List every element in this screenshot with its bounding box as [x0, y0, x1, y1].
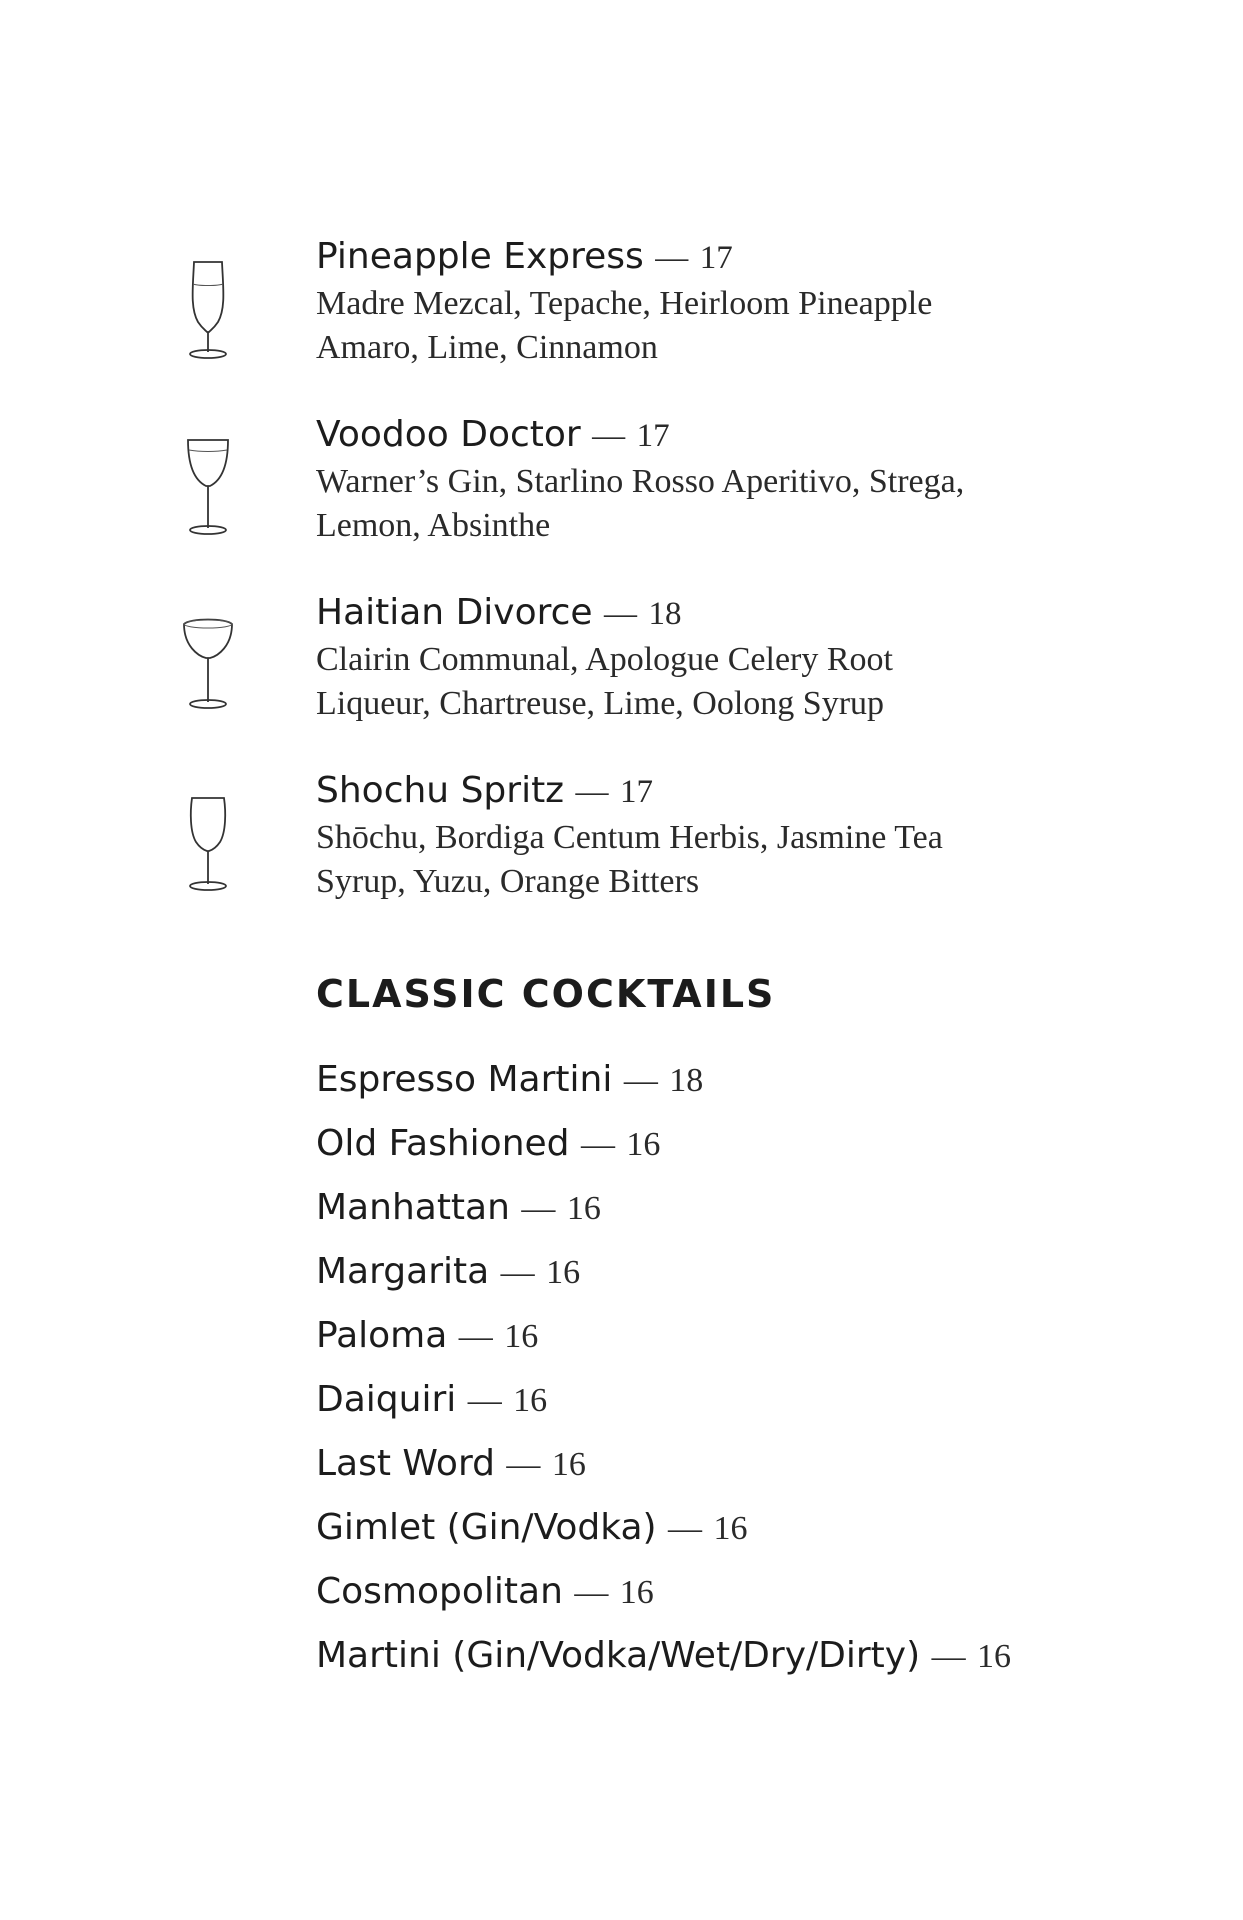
price-dash: — [931, 1638, 966, 1675]
cocktail-name: Manhattan [316, 1187, 510, 1228]
cocktail-price: 16 [619, 1574, 654, 1611]
cocktail-name: Haitian Divorce [316, 592, 593, 633]
classic-item [316, 1496, 1011, 1560]
classic-item [316, 1112, 1011, 1176]
cocktail-price: 16 [546, 1254, 581, 1291]
price-dash: — [574, 1574, 609, 1611]
cocktail-name: Cosmopolitan [316, 1571, 563, 1612]
signature-item [316, 591, 1076, 726]
cocktail-price: 18 [648, 596, 682, 632]
price-dash: — [467, 1382, 502, 1419]
coupe-glass-icon [176, 612, 240, 722]
cocktail-name: Gimlet (Gin/Vodka) [316, 1507, 657, 1548]
cocktail-name: Voodoo Doctor [316, 414, 581, 455]
tulip-glass-icon [176, 256, 240, 366]
cocktail-price: 17 [699, 240, 733, 276]
price-dash: — [506, 1446, 541, 1483]
signature-item [316, 235, 1076, 370]
nick-and-nora-glass-icon [176, 434, 240, 544]
cocktail-price: 16 [504, 1318, 539, 1355]
classic-item [316, 1304, 1011, 1368]
price-dash: — [668, 1510, 703, 1547]
classic-item [316, 1624, 1011, 1688]
cocktail-price: 16 [977, 1638, 1012, 1675]
cocktail-description: Shōchu, Bordiga Centum Herbis, Jasmine Tea Syrup, Yuzu, Orange Bitters [316, 819, 943, 900]
signature-item [316, 769, 1076, 904]
wine-glass-icon [176, 790, 240, 900]
cocktail-price: 17 [636, 418, 670, 454]
cocktail-name: Paloma [316, 1315, 448, 1356]
classic-item [316, 1240, 1011, 1304]
cocktail-name: Pineapple Express [316, 236, 644, 277]
cocktail-name: Daiquiri [316, 1379, 457, 1420]
price-dash: — [575, 774, 609, 810]
price-dash: — [623, 1062, 658, 1099]
classic-item [316, 1176, 1011, 1240]
cocktail-description: Warner’s Gin, Starlino Rosso Aperitivo, Strega, Lemon, Absinthe [316, 463, 965, 544]
cocktail-name: Shochu Spritz [316, 770, 565, 811]
cocktail-price: 16 [551, 1446, 586, 1483]
classic-item [316, 1368, 1011, 1432]
price-dash: — [458, 1318, 493, 1355]
price-dash: — [655, 240, 689, 276]
cocktail-name: Margarita [316, 1251, 490, 1292]
cocktail-description: Madre Mezcal, Tepache, Heirloom Pineapple Amaro, Lime, Cinnamon [316, 285, 933, 366]
signature-item [316, 413, 1076, 548]
cocktail-price: 16 [513, 1382, 548, 1419]
signature-item-title [316, 769, 1076, 814]
cocktail-description: Clairin Communal, Apologue Celery Root Liqueur, Chartreuse, Lime, Oolong Syrup [316, 641, 894, 722]
price-dash: — [604, 596, 638, 632]
cocktail-price: 17 [620, 774, 653, 810]
classic-item [316, 1560, 1011, 1624]
cocktail-name: Espresso Martini [316, 1059, 613, 1100]
cocktail-price: 18 [669, 1062, 704, 1099]
signature-item-title [316, 235, 1076, 280]
classic-item [316, 1048, 1011, 1112]
signature-item-title [316, 591, 1076, 636]
price-dash: — [580, 1126, 615, 1163]
classic-cocktails-heading: CLASSIC COCKTAILS [316, 972, 776, 1016]
signature-item-title [316, 413, 1076, 458]
price-dash: — [500, 1254, 535, 1291]
price-dash: — [592, 418, 626, 454]
cocktail-name: Last Word [316, 1443, 495, 1484]
cocktail-name: Martini (Gin/Vodka/Wet/Dry/Dirty) [316, 1635, 921, 1676]
classic-item [316, 1432, 1011, 1496]
price-dash: — [521, 1190, 556, 1227]
cocktail-price: 16 [626, 1126, 661, 1163]
cocktail-price: 16 [566, 1190, 601, 1227]
classic-cocktails-list [316, 1048, 1011, 1688]
cocktail-price: 16 [713, 1510, 748, 1547]
cocktail-name: Old Fashioned [316, 1123, 570, 1164]
